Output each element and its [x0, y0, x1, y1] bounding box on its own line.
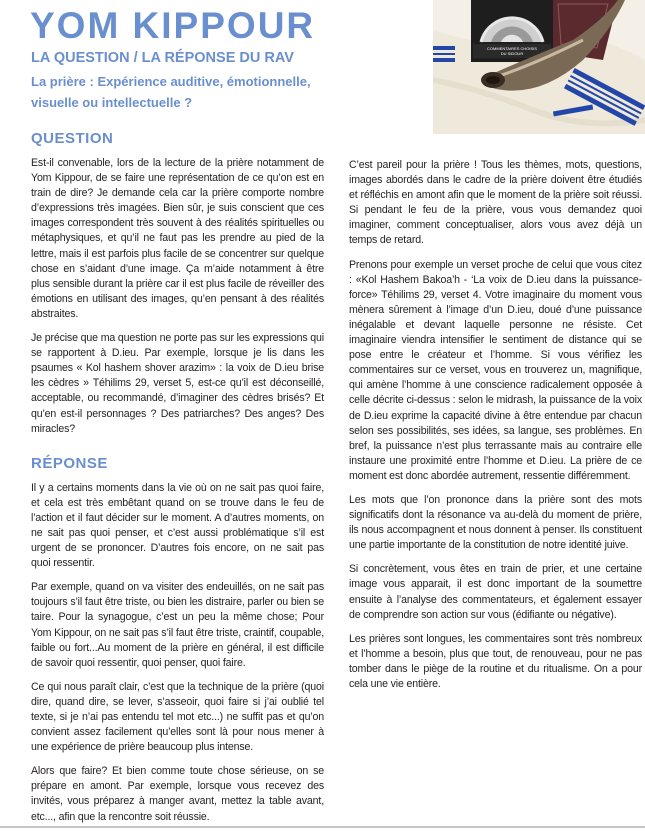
- reponse-paragraph: Si concrètement, vous êtes en train de prier, et une certaine image vous apparait, il est donc important de la soumettre ensuite à l’analyse des commentateurs, et également essayer de comprendre son action sur vous (édifiante ou négative).: [349, 563, 642, 621]
- right-column: [349, 158, 642, 701]
- reponse-paragraph: Prenons pour exemple un verset proche de celui que vous citez : «Kol Hashem Bakoa’h - ‘La voix de D.ieu dans la puissance-force» Téhilims 29, verset 4. Votre imaginaire du moment vous mènera sûrement à l’image d’un D.ieu, doué d’une puissance inégalable et devant laquelle personne ne résiste. Cet imaginaire viendra intensifier le sentiment de distance qui se pose entre le créateur et l’homme. Si vous vérifiez les commentaires sur ce verset, vous en trouverez un, magnifique, qui amène l’homme à une conscience radicalement opposée à celle décrite ci-dessus : selon le midrash, la puissance de la voix de D.ieu exprime la capacité divine à être entendue par chacun selon ses possibilités, ses idées, sa langue, ses problèmes. En bref, la puissance n’est plus terrassante mais au contraire elle instaure une proximité entre l’homme et D.ieu. La prière de ce moment est donc abordée autrement, ressentie différemment.: [349, 258, 642, 482]
- reponse-paragraph: Il y a certains moments dans la vie où on ne sait pas quoi faire, et cela est très embêtant quand on se trouve dans le feu de l’action et il faut décider sur le moment. A d’autres moments, on ne sait pas quoi penser, et c’est aussi problématique s’il est urgent de se prononcer. D’autres fois encore, on ne sait pas quoi ressentir.: [31, 481, 324, 570]
- article-lead: La prière : Expérience auditive, émotionnelle, visuelle ou intellectuelle ?: [31, 74, 311, 110]
- reponse-paragraph: C’est pareil pour la prière ! Tous les thèmes, mots, questions, images abordés dans le cadre de la prière doivent être étudiés et réfléchis en amont afin que le moment de la prière soit réussi. Si pendant le feu de la prière, vous vous demandez quoi imaginer, comment conceptualiser, alors vous avez déjà un temps de retard.: [349, 159, 642, 247]
- svg-text:DU SIDOUR: DU SIDOUR: [500, 51, 524, 56]
- reponse-paragraph: Les prières sont longues, les commentaires sont très nombreux et l’homme a besoin, plus que tout, de renouveau, pour ne pas tomber dans le piège de la routine et du ritualisme. On a pour cela une vie entière.: [349, 632, 642, 690]
- page-title: YOM KIPPOUR: [30, 5, 316, 46]
- left-column: [31, 130, 324, 834]
- shofar-prayerbook-tallit-image: [433, 0, 645, 134]
- question-heading: QUESTION: [31, 130, 114, 147]
- tallit-stripes-left: [433, 46, 455, 62]
- question-paragraph: Est-il convenable, lors de la lecture de la prière notamment de Yom Kippour, de se faire une représentation de ce qu’on est en train de dire? Je demande cela car la prière comporte nombre d’expressions très imagées. Bien sûr, je suis conscient que ces images correspondent très souvent à des réalités spirituelles ou métaphysiques, et qu’il ne faut pas les prendre au pied de la lettre, mais il est parfois plus facile de se concentrer sur quelque chose en s’aidant d’une image. Ça m’aide notamment à être plus sensible durant la prière car il est plus facile de réveiller des émotions en utilisant des images, qu’en pensant à des réalités abstraites.: [31, 157, 324, 320]
- page-bottom-divider: [0, 826, 645, 828]
- book-cover-title: COMMENTAIRES CHOISIS: [487, 46, 537, 51]
- question-paragraph: Je précise que ma question ne porte pas sur les expressions qui se rapportent à D.ieu. Par exemple, lorsque je lis dans les psaumes « Kol hashem shover arazim» : la voix de D.ieu brise les cèdres » Téhilims 29, verset 5, est-ce qu’il est déconseillé, acceptable, ou recommandé, d’imaginer des cèdres brisés? Et qu’en est-il personnages ? Des patriarches? Des anges? Des miracles?: [31, 332, 324, 435]
- reponse-paragraph: Ce qui nous paraît clair, c’est que la technique de la prière (quoi dire, quand dire, se lever, s’asseoir, quoi faire si j’ai oublié tel texte, si je n’ai pas entendu tel mot etc...) ne suffit pas et qu’on convient assez facilement qu’elles sont là pour nous mener à une expérience de prière beaucoup plus intense.: [31, 680, 324, 754]
- header-photo: [433, 0, 645, 134]
- reponse-paragraph: Les mots que l’on prononce dans la prière sont des mots significatifs dont la résonance va au-delà du moment de prière, ils nous accompagnent et nous donnent à penser. Ils constituent une partie importante de la constitution de notre identité juive.: [349, 493, 642, 552]
- page-subtitle: LA QUESTION / LA RÉPONSE DU RAV: [31, 50, 294, 66]
- sidour-book-icon: [471, 0, 553, 62]
- reponse-paragraph: Alors que faire? Et bien comme toute chose sérieuse, on se prépare en amont. Par exemple, lorsque vous recevez des invités, vous préparez à manger avant, mettez la table avant, etc..., afin que la rencontre soit réussie.: [31, 765, 324, 823]
- reponse-paragraph: Par exemple, quand on va visiter des endeuillés, on ne sait pas toujours s’il faut être triste, ou bien les distraire, parler ou bien se taire. Pour la synagogue, c’est un peu la même chose; Pour Yom Kippour, on ne sait pas s’il faut être triste, craintif, coupable, faible ou fort...Au moment de la prière en général, il est difficile de savoir quoi ressentir, quoi penser, quoi faire.: [31, 581, 324, 669]
- reponse-heading: RÉPONSE: [31, 454, 108, 472]
